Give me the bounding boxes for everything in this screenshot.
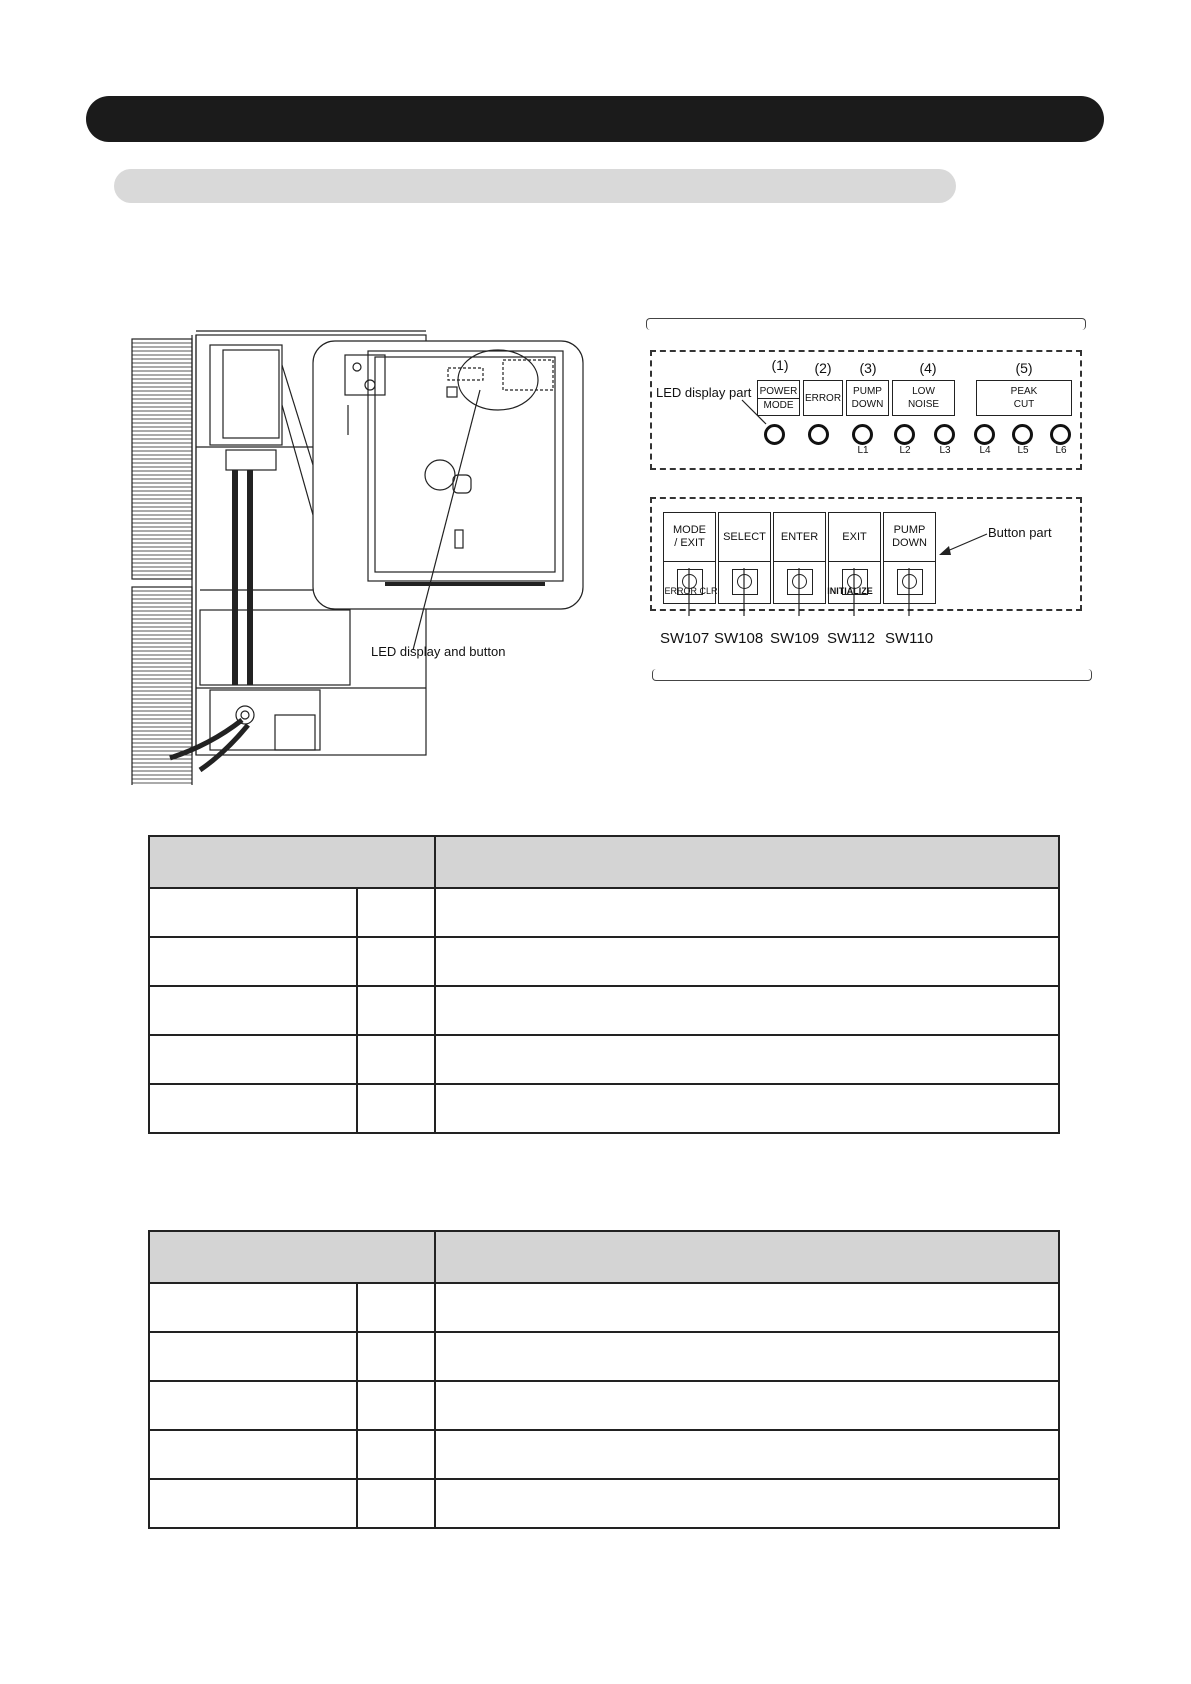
table-row (149, 1084, 1059, 1133)
button-part-label: Button part (988, 525, 1052, 540)
switch-label-sw108: SW108 (714, 630, 764, 647)
header-cell (149, 1231, 435, 1283)
table-cell (435, 986, 1059, 1035)
panel-bracket-top (646, 318, 1086, 330)
table-cell (357, 1479, 435, 1528)
led-box-down-text: DOWN (851, 399, 884, 410)
table-row (149, 1283, 1059, 1332)
led-name-l1: L1 (857, 445, 869, 456)
outdoor-unit-illustration (130, 325, 600, 785)
table-cell (149, 986, 357, 1035)
table-cell (149, 1283, 357, 1332)
led-l5 (1012, 424, 1033, 445)
led-box-cut-text: CUT (1013, 399, 1035, 410)
table-cell (435, 1283, 1059, 1332)
table-cell (149, 1084, 357, 1133)
led-name-l3: L3 (939, 445, 951, 456)
led-name-l6: L6 (1055, 445, 1067, 456)
led-display-part-label: LED display part (656, 385, 752, 400)
led-error (808, 424, 829, 445)
switch-label-sw107: SW107 (660, 630, 710, 647)
table-cell (435, 888, 1059, 937)
switch-label-sw112: SW112 (827, 630, 876, 647)
led-group-number-1: (1) (771, 357, 789, 373)
table-cell (149, 1332, 357, 1381)
led-box-peak-text: PEAK (1010, 386, 1038, 397)
header-cell (149, 836, 435, 888)
led-box-low-text: LOW (912, 386, 935, 397)
led-box-peak-cut (976, 380, 1072, 416)
spec-table-1 (148, 835, 1060, 1134)
led-l3 (934, 424, 955, 445)
callout-label: LED display and button (371, 644, 506, 659)
table-row (149, 888, 1059, 937)
switch-label-sw109: SW109 (770, 630, 820, 647)
table-row (149, 1332, 1059, 1381)
table-row (149, 1430, 1059, 1479)
led-group-number-5: (5) (1015, 360, 1033, 376)
spec-table-2 (148, 1230, 1060, 1529)
table-cell (435, 1381, 1059, 1430)
table-cell (357, 888, 435, 937)
led-l1 (852, 424, 873, 445)
table-cell (435, 937, 1059, 986)
table-cell (435, 1084, 1059, 1133)
led-box-error (803, 380, 843, 416)
select-button-caption: SELECT (719, 513, 770, 562)
table-cell (357, 1381, 435, 1430)
table-cell (357, 1035, 435, 1084)
led-box-power-text: POWER (759, 385, 798, 397)
table-cell (357, 1430, 435, 1479)
table-cell (357, 986, 435, 1035)
led-l2 (894, 424, 915, 445)
table-cell (149, 937, 357, 986)
table-cell (149, 1381, 357, 1430)
led-box-low-noise (892, 380, 955, 416)
led-group-number-4: (4) (919, 360, 937, 376)
table-cell (149, 888, 357, 937)
table-row (149, 1381, 1059, 1430)
table-cell (357, 1332, 435, 1381)
table-cell (149, 1479, 357, 1528)
led-box-noise-text: NOISE (907, 399, 940, 410)
header-cell (435, 1231, 1059, 1283)
exit-button-caption: EXIT (829, 513, 880, 562)
led-group-number-3: (3) (859, 360, 877, 376)
led-name-l4: L4 (979, 445, 991, 456)
table-cell (435, 1430, 1059, 1479)
led-l4 (974, 424, 995, 445)
led-l6 (1050, 424, 1071, 445)
table-row (149, 937, 1059, 986)
header-cell (435, 836, 1059, 888)
pump-down-button-caption: PUMP DOWN (884, 513, 935, 562)
table-row (149, 986, 1059, 1035)
led-box-error-text: ERROR (804, 392, 842, 404)
table-row (149, 1035, 1059, 1084)
initialize-label: INITIALIZE (827, 586, 873, 596)
led-box-pump-down (846, 380, 889, 416)
table-cell (149, 1430, 357, 1479)
led-box-power-mode (757, 380, 800, 416)
table-header-row (149, 836, 1059, 888)
table-header-row (149, 1231, 1059, 1283)
table-cell (357, 1283, 435, 1332)
led-power (764, 424, 785, 445)
button-label-arrow (935, 530, 990, 560)
led-box-mode-text: MODE (763, 399, 794, 411)
panel-bracket-bottom (652, 669, 1092, 681)
led-group-number-2: (2) (814, 360, 832, 376)
subsection-title-bar (114, 169, 956, 203)
led-name-l2: L2 (899, 445, 911, 456)
table-cell (357, 937, 435, 986)
table-cell (357, 1084, 435, 1133)
led-name-l5: L5 (1017, 445, 1029, 456)
switch-leader-lines (660, 568, 950, 628)
mode-exit-button-caption: MODE / EXIT (664, 513, 715, 562)
table-row (149, 1479, 1059, 1528)
led-box-pump-text: PUMP (853, 386, 882, 397)
table-cell (435, 1332, 1059, 1381)
table-cell (435, 1035, 1059, 1084)
switch-label-sw110: SW110 (885, 630, 934, 647)
section-title-bar (86, 96, 1104, 142)
error-clr-label: ERROR CLR (664, 586, 718, 596)
table-cell (435, 1479, 1059, 1528)
enter-button-caption: ENTER (774, 513, 825, 562)
table-cell (149, 1035, 357, 1084)
